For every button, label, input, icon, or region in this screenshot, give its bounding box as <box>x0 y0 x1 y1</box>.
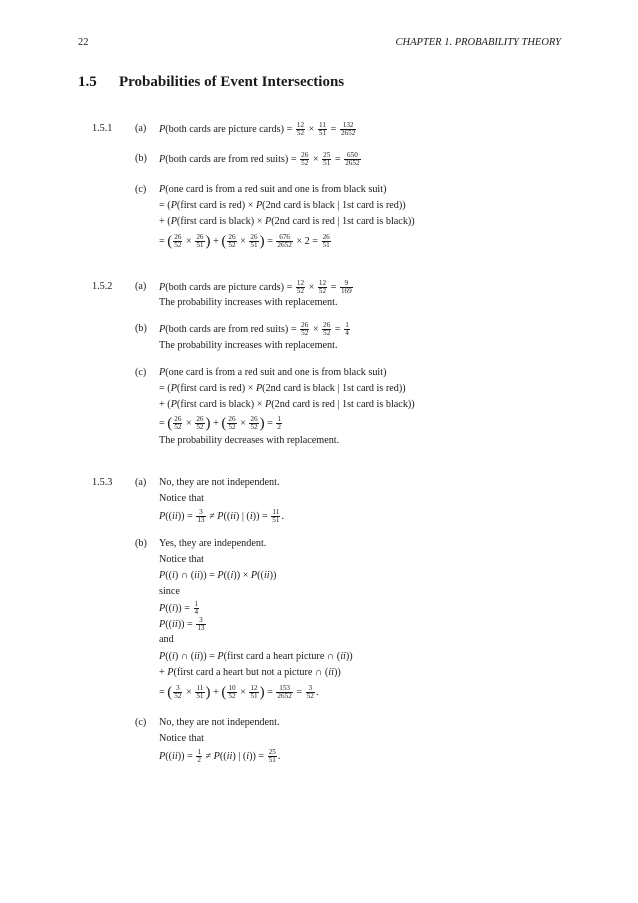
text-line: + (P(first card is black) × P(2nd card is red | 1st card is black)) <box>159 399 415 410</box>
equation-line: P((ii)) = $\frac{3}{13}$ ≠ P((ii) | (i)) = $\frac{11}{51}$ . <box>159 508 285 524</box>
equation-line: P(both cards are picture cards) = $\frac{12}{52}$ × $\frac{11}{51}$ = $\frac{132}{2652}$ <box>159 121 356 137</box>
equation-line: P((ii)) = $\frac{3}{13}$ <box>159 616 205 632</box>
part-label: (b) <box>135 538 147 549</box>
problem-number: 1.5.2 <box>92 281 113 292</box>
note-line: The probability decreases with replacement. <box>159 435 340 446</box>
part-label: (c) <box>135 717 147 728</box>
part-label: (a) <box>135 477 147 488</box>
section-heading <box>78 74 344 91</box>
part-label: (a) <box>135 281 147 292</box>
equation-line: P(both cards are picture cards) = $\frac{12}{52}$ × $\frac{12}{52}$ = $\frac{9}{169}$ <box>159 279 352 295</box>
equation-line: = ( $\frac{3}{52}$ × $\frac{11}{51}$ ) + ( $\frac{10}{52}$ × $\frac{12}{51}$ ) = $\frac{153}{2652}$ = $\frac{3}{52}$ . <box>159 684 319 701</box>
problem-number: 1.5.1 <box>92 123 113 134</box>
text-line: = (P(first card is red) × P(2nd card is black | 1st card is red)) <box>159 383 406 394</box>
text-line: and <box>159 634 174 645</box>
text-line: Notice that <box>159 554 204 565</box>
equation-line: P((i) ∩ (ii)) = P(first card a heart picture ∩ (ii)) <box>159 651 353 662</box>
equation-line: + P(first card a heart but not a picture ∩ (ii)) <box>159 667 341 678</box>
text-line: = (P(first card is red) × P(2nd card is black | 1st card is red)) <box>159 200 406 211</box>
equation-line: = ( $\frac{26}{52}$ × $\frac{26}{52}$ ) + ( $\frac{26}{52}$ × $\frac{26}{52}$ ) = $\frac{1}{2}$ <box>159 415 282 432</box>
section-title: Probabilities of Event Intersections <box>119 74 345 90</box>
equation-line: = ( $\frac{26}{52}$ × $\frac{26}{51}$ ) + ( $\frac{26}{52}$ × $\frac{26}{51}$ ) = $\frac{676}{2652}$ × 2 = $\frac{26}{51}$ <box>159 233 330 250</box>
equation-line: P((ii)) = $\frac{1}{2}$ ≠ P((ii) | (i)) = $\frac{25}{51}$ . <box>159 748 281 764</box>
running-head <box>78 37 561 48</box>
equation-line: P(both cards are from red suits) = $\frac{26}{52}$ × $\frac{26}{52}$ = $\frac{1}{4}$ <box>159 321 349 337</box>
page-number: 22 <box>78 37 89 48</box>
equation-line: P(both cards are from red suits) = $\frac{26}{52}$ × $\frac{25}{51}$ = $\frac{650}{2652}$ <box>159 151 360 167</box>
text-line: P(one card is from a red suit and one is from black suit) <box>159 367 387 378</box>
note-line: The probability increases with replacement. <box>159 297 338 308</box>
part-label: (a) <box>135 123 147 134</box>
part-label: (c) <box>135 184 147 195</box>
text-line: Yes, they are independent. <box>159 538 267 549</box>
note-line: The probability increases with replacement. <box>159 340 338 351</box>
text-line: P(one card is from a red suit and one is from black suit) <box>159 184 387 195</box>
text-line: Notice that <box>159 733 204 744</box>
text-line: Notice that <box>159 493 204 504</box>
text-line: No, they are not independent. <box>159 477 280 488</box>
problem-number: 1.5.3 <box>92 477 113 488</box>
text-line: since <box>159 586 180 597</box>
part-label: (b) <box>135 153 147 164</box>
equation-line: P((i)) = $\frac{1}{4}$ <box>159 600 199 616</box>
part-label: (c) <box>135 367 147 378</box>
equation-line: P((i) ∩ (ii)) = P((i)) × P((ii)) <box>159 570 277 581</box>
section-number: 1.5 <box>78 74 97 90</box>
part-label: (b) <box>135 323 147 334</box>
chapter-title: CHAPTER 1. PROBABILITY THEORY <box>395 37 561 48</box>
text-line: + (P(first card is black) × P(2nd card is red | 1st card is black)) <box>159 216 415 227</box>
text-line: No, they are not independent. <box>159 717 280 728</box>
